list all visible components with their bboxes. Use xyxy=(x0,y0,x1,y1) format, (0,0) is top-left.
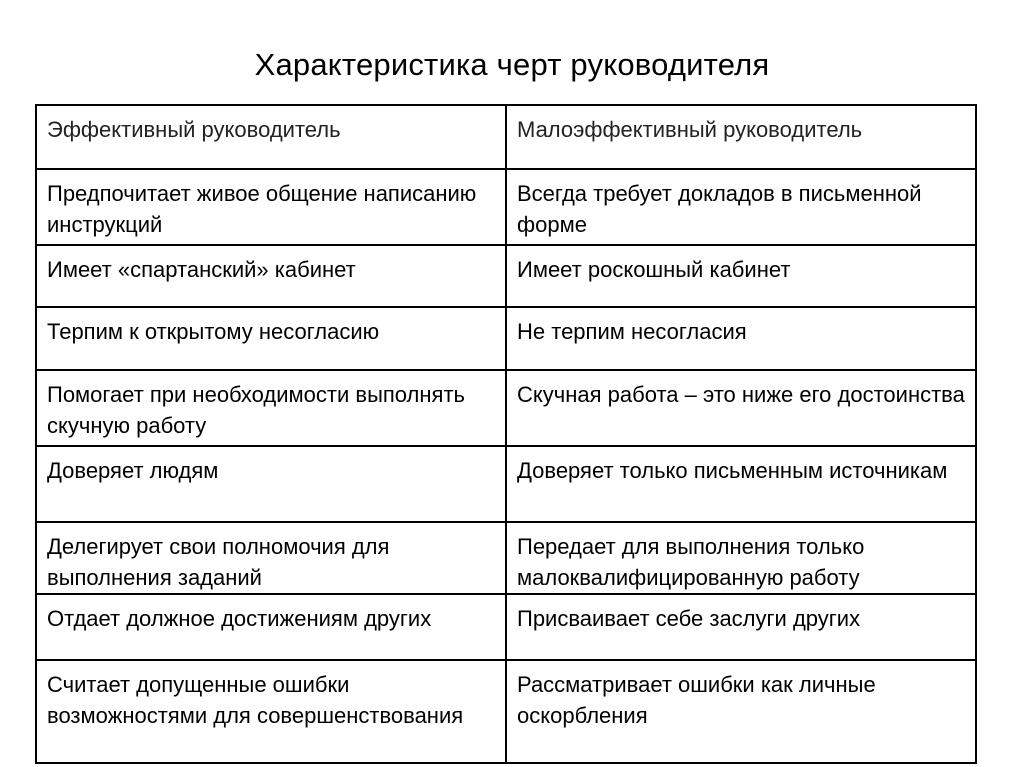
cell-effective: Терпим к открытому несогласию xyxy=(36,307,506,370)
table-row xyxy=(36,245,976,307)
table-row xyxy=(36,660,976,763)
table-row xyxy=(36,370,976,446)
table-row xyxy=(36,446,976,522)
cell-effective: Помогает при необходимости выполнять скучную работу xyxy=(36,370,506,446)
cell-ineffective: Доверяет только письменным источникам xyxy=(506,446,976,522)
table-row xyxy=(36,307,976,370)
cell-ineffective: Присваивает себе заслуги других xyxy=(506,594,976,660)
table-row xyxy=(36,522,976,594)
cell-ineffective: Передает для выполнения только малоквалифицированную работу xyxy=(506,522,976,594)
table-header-row xyxy=(36,105,976,169)
cell-ineffective: Всегда требует докладов в письменной форме xyxy=(506,169,976,245)
cell-ineffective: Скучная работа – это ниже его достоинства xyxy=(506,370,976,446)
cell-effective: Имеет «спартанский» кабинет xyxy=(36,245,506,307)
cell-effective: Отдает должное достижениям других xyxy=(36,594,506,660)
header-cell-effective: Эффективный руководитель xyxy=(36,105,506,169)
cell-effective: Предпочитает живое общение написанию инструкций xyxy=(36,169,506,245)
header-cell-ineffective: Малоэффективный руководитель xyxy=(506,105,976,169)
table-row xyxy=(36,594,976,660)
table-row xyxy=(36,169,976,245)
cell-ineffective: Не терпим несогласия xyxy=(506,307,976,370)
cell-effective: Делегирует свои полномочия для выполнения заданий xyxy=(36,522,506,594)
cell-effective: Считает допущенные ошибки возможностями для совершенствования xyxy=(36,660,506,763)
cell-ineffective: Рассматривает ошибки как личные оскорбления xyxy=(506,660,976,763)
comparison-table xyxy=(35,104,977,764)
cell-ineffective: Имеет роскошный кабинет xyxy=(506,245,976,307)
slide-title: Характеристика черт руководителя xyxy=(254,47,770,82)
cell-effective: Доверяет людям xyxy=(36,446,506,522)
